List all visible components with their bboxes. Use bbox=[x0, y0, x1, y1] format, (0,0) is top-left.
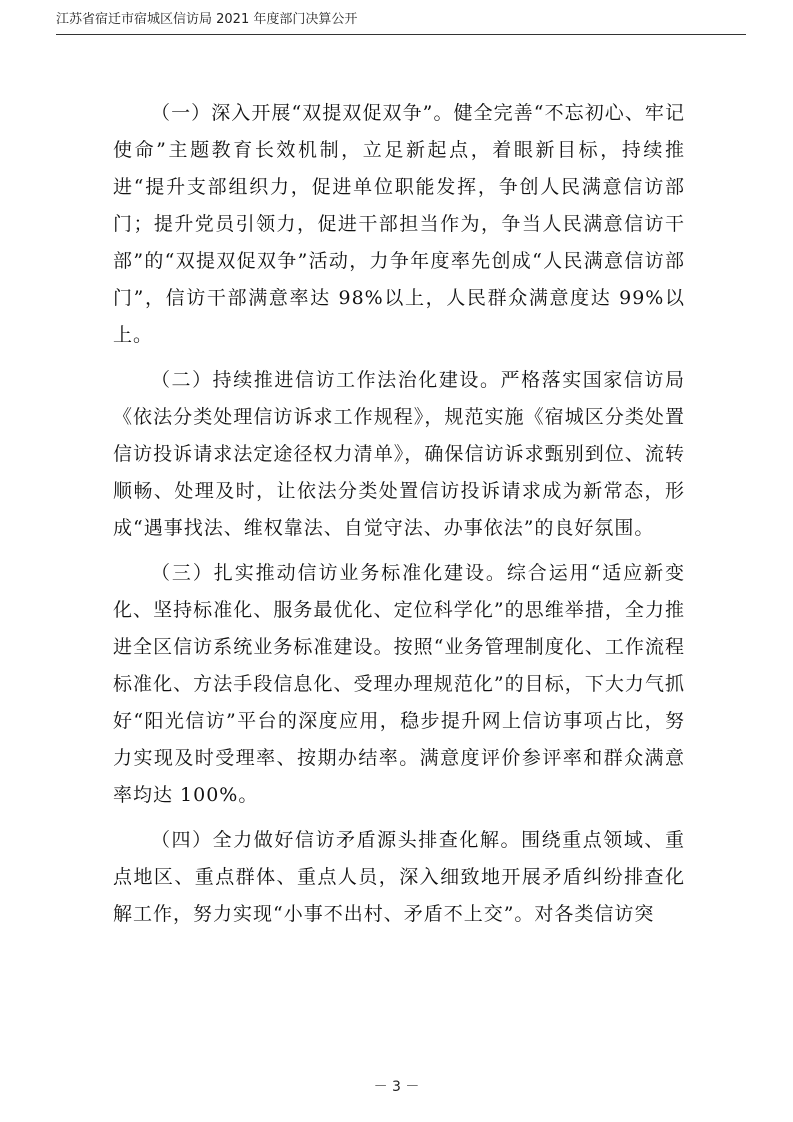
paragraph-1: （一）深入开展“双提双促双争”。健全完善“不忘初心、牢记使命”主题教育长效机制，立足新起点，着眼新目标，持续推进“提升支部组织力，促进单位职能发挥，争创人民满意信访部门；提升党员引领力，促进干部担当作为，争当人民满意信访干部”的“双提双促双争”活动，力争年度率先创成“人民满意信访部门”，信访干部满意率达 98%以上，人民群众满意度达 99%以上。 bbox=[113, 102, 685, 346]
paragraph-3: （三）扎实推动信访业务标准化建设。综合运用“适应新变化、坚持标准化、服务最优化、定位科学化”的思维举措，全力推进全区信访系统业务标准建设。按照“业务管理制度化、工作流程标准化、方法手段信息化、受理办理规范化”的目标，下大力气抓好“阳光信访”平台的深度应用，稳步提升网上信访事项占比，努力实现及时受理率、按期办结率。满意度评价参评率和群众满意率均达 100%。 bbox=[113, 562, 685, 806]
header-title: 江苏省宿迁市宿城区信访局 2021 年度部门决算公开 bbox=[56, 12, 358, 27]
header-divider bbox=[56, 34, 746, 35]
page-number: － 3 － bbox=[373, 1079, 420, 1095]
document-body bbox=[113, 95, 685, 941]
paragraph-2: （二）持续推进信访工作法治化建设。严格落实国家信访局《依法分类处理信访诉求工作规程》，规范实施《宿城区分类处置信访投诉请求法定途径权力清单》，确保信访诉求甄别到位、流转顺畅、处理及时，让依法分类处置信访投诉请求成为新常态，形成“遇事找法、维权靠法、自觉守法、办事依法”的良好氛围。 bbox=[113, 369, 685, 539]
page-header bbox=[56, 8, 746, 34]
paragraph-4: （四）全力做好信访矛盾源头排查化解。围绕重点领域、重点地区、重点群体、重点人员，深入细致地开展矛盾纠纷排查化解工作，努力实现“小事不出村、矛盾不上交”。对各类信访突 bbox=[113, 829, 685, 925]
